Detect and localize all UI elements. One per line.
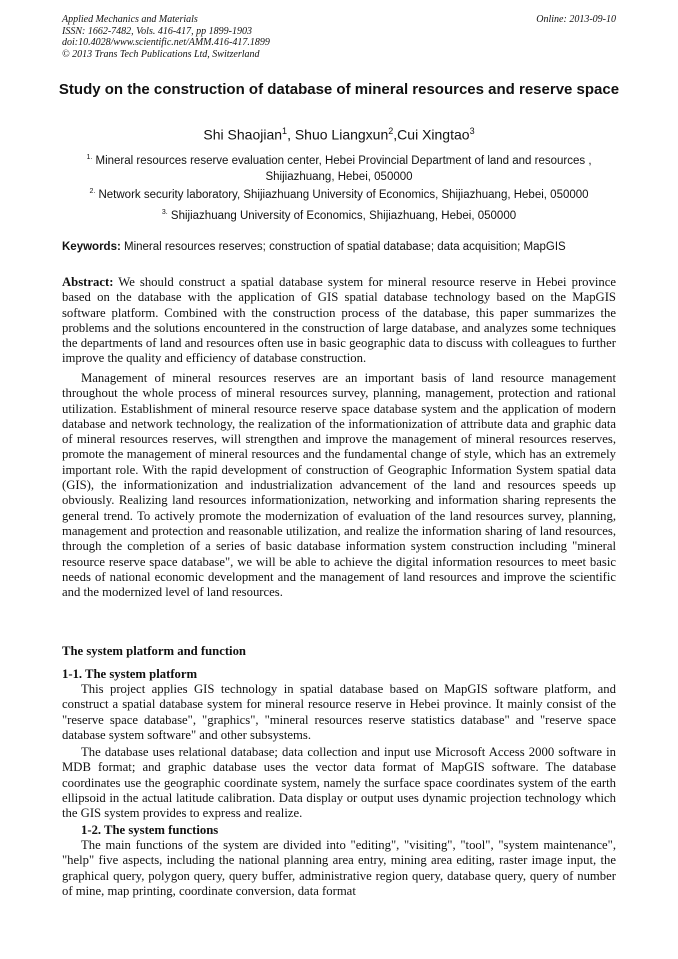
body-paragraph: The database uses relational database; data collection and input use Microsoft Access 2000 software in MDB format; and graphic database uses the vector data format of MapGIS software. The database coordinates use the geographic coordinate system, namely the surface space coordinates system of the earth ellipsoid in the actual latitude calibration. Data display or output uses dynamic projection technology which the GIS system provides to express and realize. [62,745,616,821]
journal-header [62,14,616,60]
affiliation-1 [50,150,628,185]
affiliation-text: Shijiazhuang University of Economics, Shijiazhuang, Hebei, 050000 [170,209,517,222]
issn-line: ISSN: 1662-7482, Vols. 416-417, pp 1899-1903 [62,25,252,37]
section-heading: The system platform and function [62,644,246,658]
keywords-text: Mineral resources reserves; construction of spatial database; data acquisition; MapGIS [124,241,566,253]
journal-name: Applied Mechanics and Materials [62,14,198,25]
abstract-paragraph [62,275,616,367]
affiliation-text: Mineral resources reserve evaluation center, Hebei Provincial Department of land and resources , [95,154,592,167]
affiliation-marker: 1. [86,154,93,161]
author-name: Shi Shaojian [203,126,283,143]
body-paragraph: The main functions of the system are divided into "editing", "visiting", "tool", "system maintenance", "help" five aspects, including the national planning area entry, mining area editing, raster image input, the graphical query, polygon query, query buffer, administrative region query, database query, query of number of mine, map printing, coordinate conversion, data format [62,838,616,898]
author-list [50,123,628,143]
subsection-heading: 1-2. The system functions [81,823,219,837]
affiliation-text: Shijiazhuang, Hebei, 050000 [265,170,413,183]
author-affil-marker: 1 [282,126,288,136]
body-paragraph: This project applies GIS technology in spatial database based on MapGIS software platform, and construct a spatial database system for mineral resource reserve in Hebei province. It mainly consist of the "reserve space database", "graphics", "mineral resources reserve statistics database" and "reserve space database system software" and other subsystems. [62,682,616,742]
abstract-label: Abstract: [62,275,114,289]
paper-title: Study on the construction of database of mineral resources and reserve space [58,81,620,98]
author-name: Cui Xingtao [397,126,470,143]
abstract-text: We should construct a spatial database system for mineral resource reserve in Hebei province based on the database with the application of GIS spatial database technology based on the MapGIS software platform. Combined with the construction process of the database, this paper summarizes the problems and the solutions encountered in the construction of large database, and analyzes some techniques the departments of land and resources often use in basic geographic data to discuss with colleagues to further improve the quality and efficiency of database construction. [62,275,616,366]
affiliation-text: Network security laboratory, Shijiazhuang University of Economics, Shijiazhuang, Hebei, 050000 [98,188,589,201]
doi-line[interactable]: doi:10.4028/www.scientific.net/AMM.416-417.1899 [62,37,270,48]
keywords-label: Keywords: [62,241,121,253]
affiliation-marker: 3. [161,209,168,216]
affiliation-3 [50,205,628,224]
author-name: Shuo Liangxun [294,126,389,143]
author-affil-marker: 2 [388,126,394,136]
affiliation-2 [50,184,628,203]
online-date: Online: 2013-09-10 [536,14,616,25]
author-affil-marker: 3 [469,126,475,136]
affiliation-marker: 2. [89,188,96,195]
author-separator: , [393,126,398,143]
subsection-heading: 1-1. The system platform [62,667,198,681]
author-separator: , [287,126,295,143]
keywords-line [62,240,616,255]
intro-paragraph: Management of mineral resources reserves are an important basis of land resource management throughout the whole process of mineral resources survey, planning, management, protection and rational utilization. Establishment of mineral resource reserve space database system and the application of modern database and network technology, the realization of the informationization of attribute data and graphic data of mineral resources reserves, will strengthen and improve the management of mineral resources reserves, promote the management of mineral resources and the fundamental change of style, which has an extremely important role. With the rapid development of construction of Geographic Information System spatial data (GIS), the informationization and industrialization advancement of the land and resources speeds up obviously. Realizing land resources informationization, networking and information sharing represents the general trend. To actively promote the modernization of evaluation of the land resources survey, planning, management and protection and reasonable utilization, and realize the information sharing of land resources, through the completion of a series of basic database information system construction including "mineral resource reserve space database", we will be able to achieve the digital information resources to meet basic needs of national economic development and the management of land resources and improve the scientific and the modernized level of land resources. [62,371,616,600]
copyright-line: © 2013 Trans Tech Publications Ltd, Switzerland [62,48,260,60]
